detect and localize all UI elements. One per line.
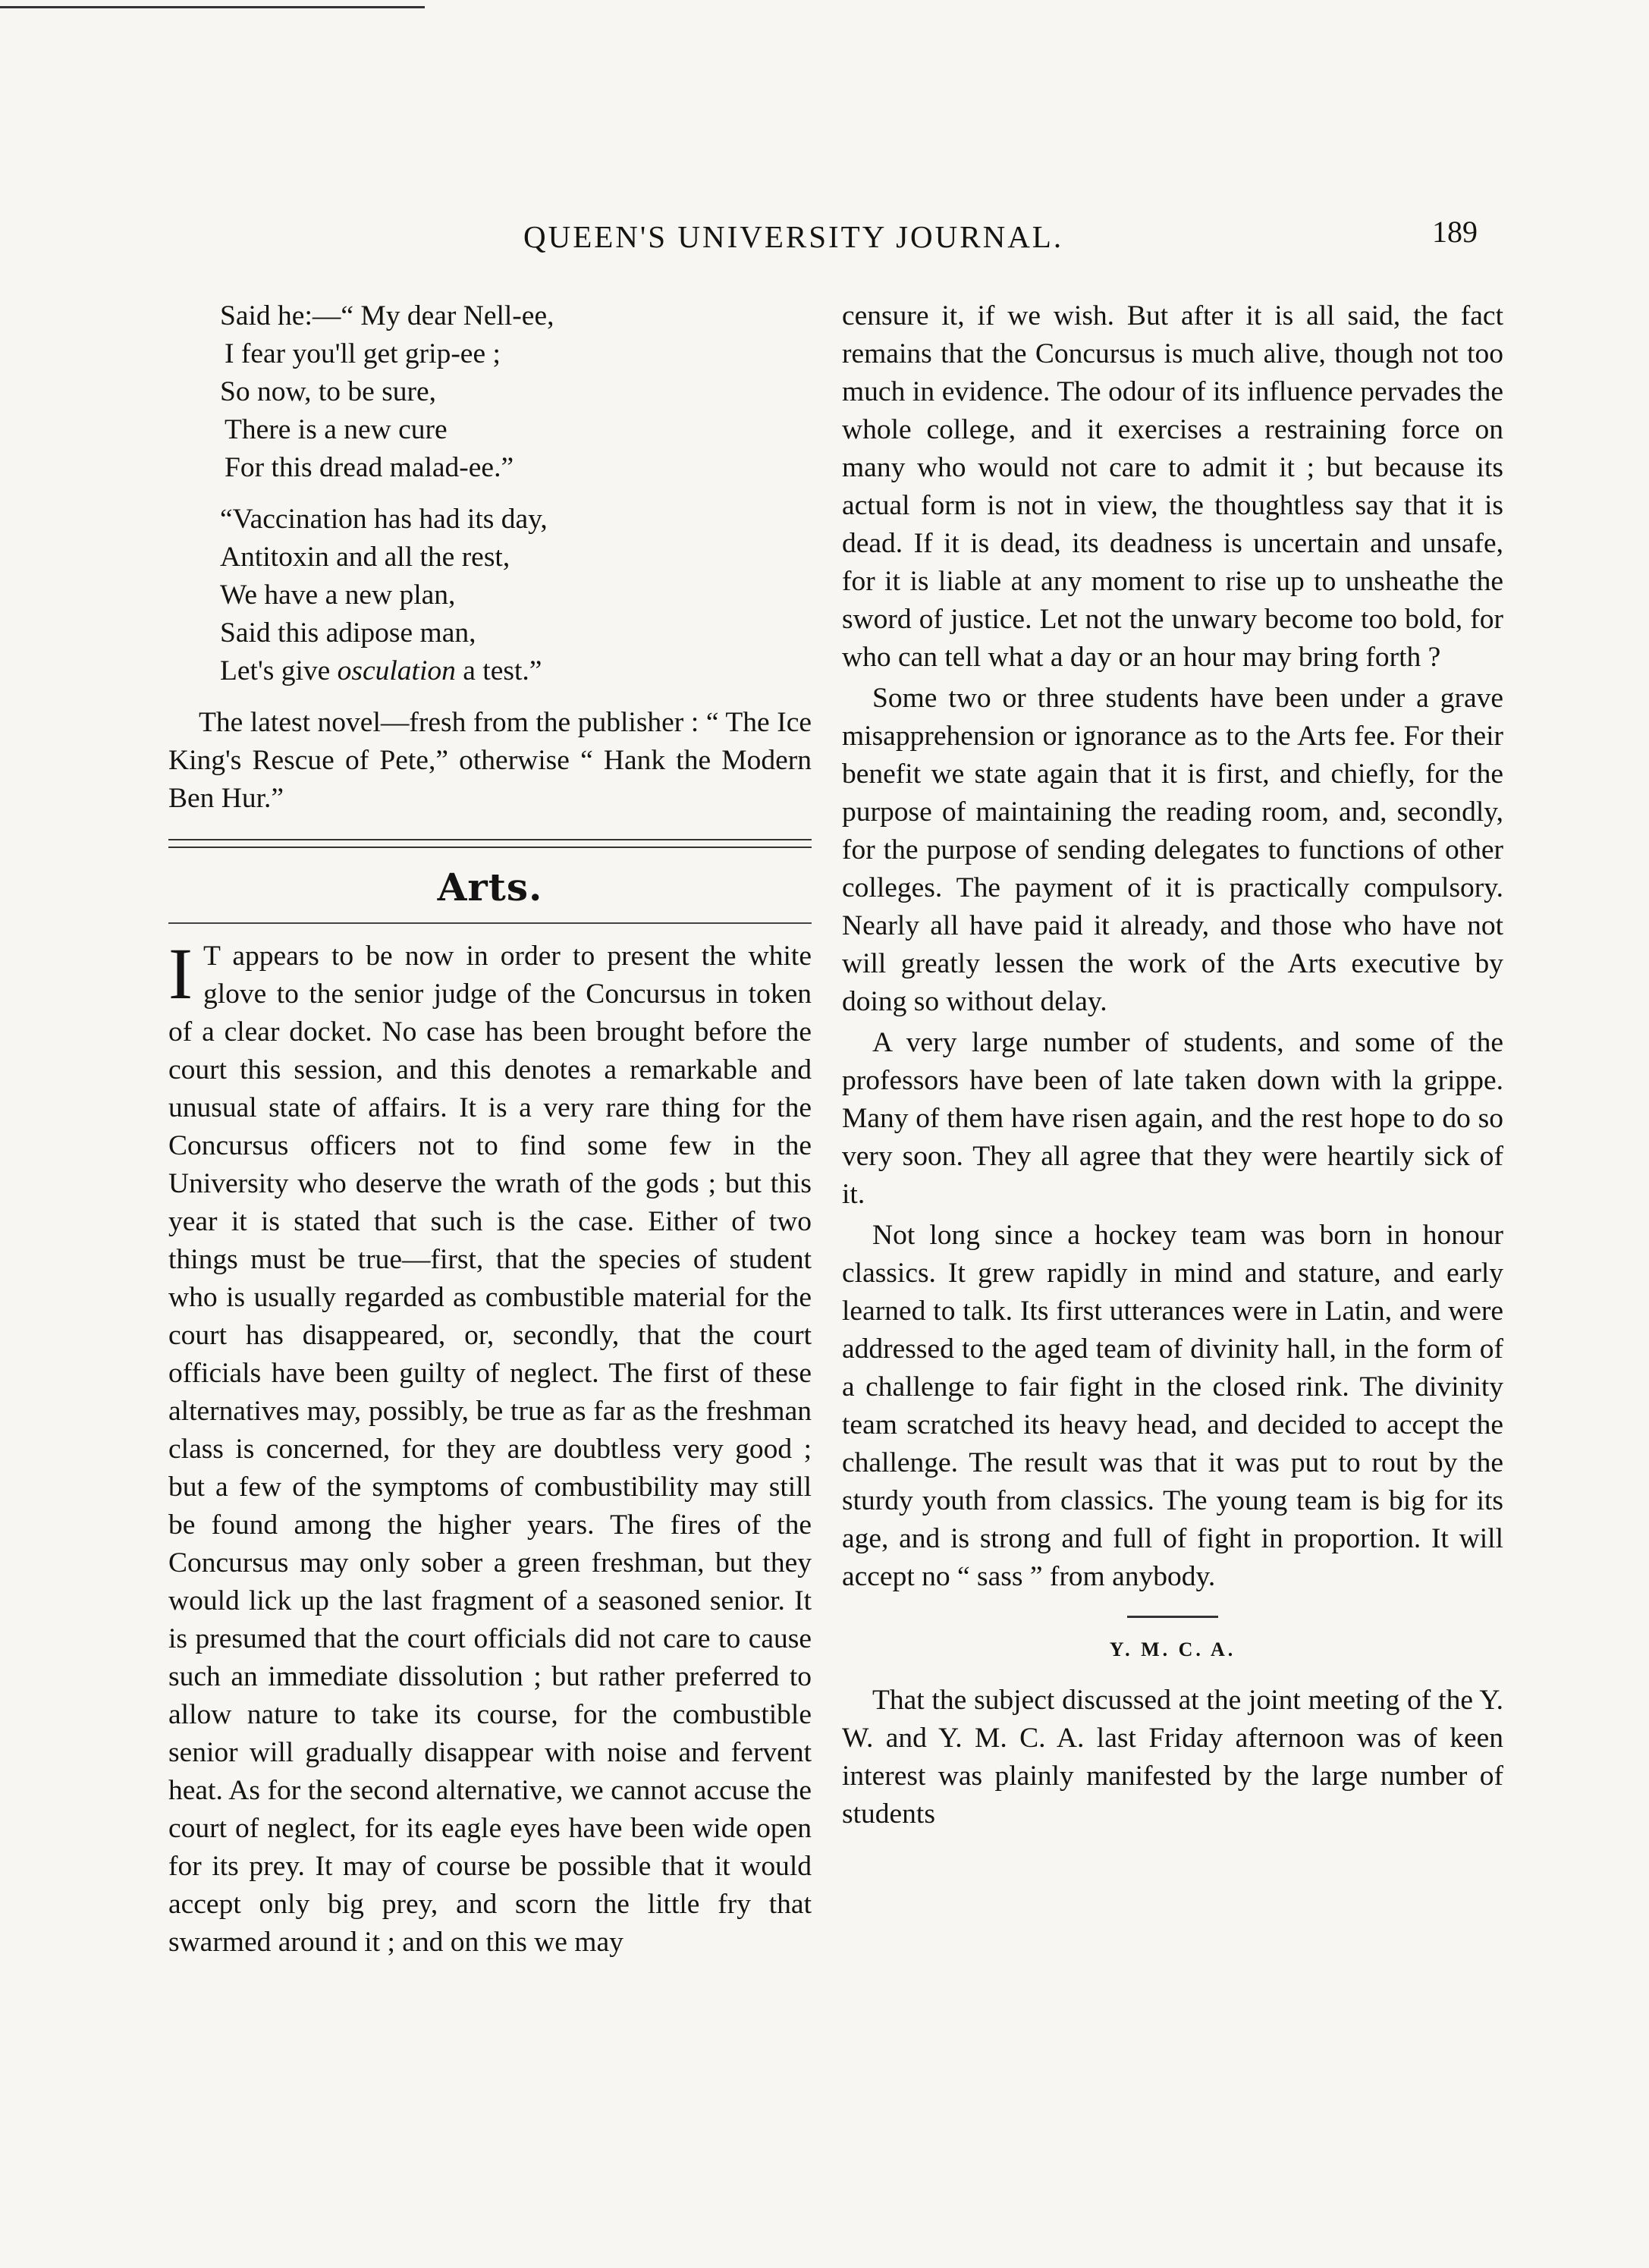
ymca-heading: Y. M. C. A. [1109, 1638, 1236, 1660]
poem-line: I fear you'll get grip-ee ; [225, 338, 501, 369]
poem-line: Antitoxin and all the rest, [220, 542, 510, 573]
poem-line: For this dread malad-ee.” [225, 452, 514, 483]
poem-line: We have a new plan, [220, 580, 456, 611]
poem-line-pre: Let's give [220, 655, 338, 686]
novel-note: The latest novel—fresh from the publisher : “ The Ice King's Rescue of Pete,” otherwise “ Hank the Modern Ben Hur.” [168, 707, 812, 814]
top-edge-rule [0, 6, 425, 8]
poem-stanza-2 [220, 501, 812, 690]
poem-line [220, 652, 812, 690]
arts-heading: Arts. [437, 865, 543, 909]
ymca-paragraph-1: That the subject discussed at the joint meeting of the Y. W. and Y. M. C. A. last Friday afternoon was of keen interest was plainly manifested by the large number of students [842, 1685, 1503, 1830]
section-divider [168, 839, 812, 848]
arts-paragraph-1-continued: censure it, if we wish. But after it is all said, the fact remains that the Concursus is much alive, though not too much in evidence. The odour of its influence pervades the whole college, and it exercises a restraining force on many who would not care to admit it ; but because its actual form is not in view, the thoughtless say that it is dead. If it is dead, its deadness is uncertain and unsafe, for it is liable at any moment to rise up to unsheathe the sword of justice. Let not the unwary become too bold, for who can tell what a day or an hour may bring forth ? [842, 300, 1503, 673]
arts-paragraph-1 [168, 933, 812, 1962]
arts-paragraph-3: A very large number of students, and some of the professors have been of late taken down with la grippe. Many of them have risen again, and the rest hope to do so very soon. They all agree that they were heartily sick of it. [842, 1027, 1503, 1210]
poem-line: Said this adipose man, [220, 617, 476, 649]
left-column [168, 297, 812, 1965]
poem-line: So now, to be sure, [220, 376, 437, 407]
page-header [0, 215, 1649, 264]
poem-stanza-1 [220, 297, 812, 487]
poem [220, 297, 812, 690]
poem-line-post: a test.” [455, 655, 542, 686]
poem-italic-word: osculation [337, 655, 456, 686]
page-number: 189 [1432, 215, 1478, 249]
arts-paragraph-2: Some two or three students have been under a grave misapprehension or ignorance as to the Arts fee. For their benefit we state again that it is first, and chiefly, for the purpose of maintaining the reading room, and, secondly, for the purpose of sending delegates to functions of other colleges. The payment of it is practically compulsory. Nearly all have paid it already, and those who have not will greatly lessen the work of the Arts executive by doing so without delay. [842, 683, 1503, 1017]
journal-title: QUEEN'S UNIVERSITY JOURNAL. [523, 219, 1064, 254]
poem-line: Said he:—“ My dear Nell-ee, [220, 300, 554, 331]
right-column [842, 297, 1503, 1836]
heading-rule [168, 922, 812, 924]
arts-paragraph-4: Not long since a hockey team was born in honour classics. It grew rapidly in mind and stature, and early learned to talk. Its first utterances were in Latin, and were addressed to the aged team of divinity hall, in the form of a challenge to fair fight in the closed rink. The divinity team scratched its heavy head, and decided to accept the challenge. The result was that it was put to rout by the sturdy youth from classics. The young team is big for its age, and is strong and full of fight in proportion. It will accept no “ sass ” from anybody. [842, 1220, 1503, 1592]
poem-line: There is a new cure [225, 414, 448, 445]
drop-cap: I [168, 933, 193, 1014]
arts-paragraph-1-text: T appears to be now in order to present the white glove to the senior judge of the Concursus in token of a clear docket. No case has been brought before the court this session, and this denotes a remarkable and unusual state of affairs. It is a very rare thing for the Concursus officers not to find some few in the University who deserve the wrath of the gods ; but this year it is stated that such is the case. Either of two things must be true—first, that the species of student who is usually regarded as combustible material for the court has disappeared, or, secondly, that the court officials have been guilty of neglect. The first of these alternatives may, possibly, be true as far as the freshman class is concerned, for they are doubtless very good ; but a few of the symptoms of combustibility may still be found among the higher years. The fires of the Concursus may only sober a green freshman, but they would lick up the last fragment of a seasoned senior. It is presumed that the court officials did not care to cause such an immediate dissolution ; but rather preferred to allow nature to take its course, for the combustible senior will gradually disappear with noise and fervent heat. As for the second alternative, we cannot accuse the court of neglect, for its eagle eyes have been wide open for its prey. It may of course be possible that it would accept only big prey, and scorn the little fry that swarmed around it ; and on this we may [168, 941, 812, 1958]
poem-line: “Vaccination has had its day, [220, 504, 548, 535]
short-divider [1127, 1616, 1218, 1618]
